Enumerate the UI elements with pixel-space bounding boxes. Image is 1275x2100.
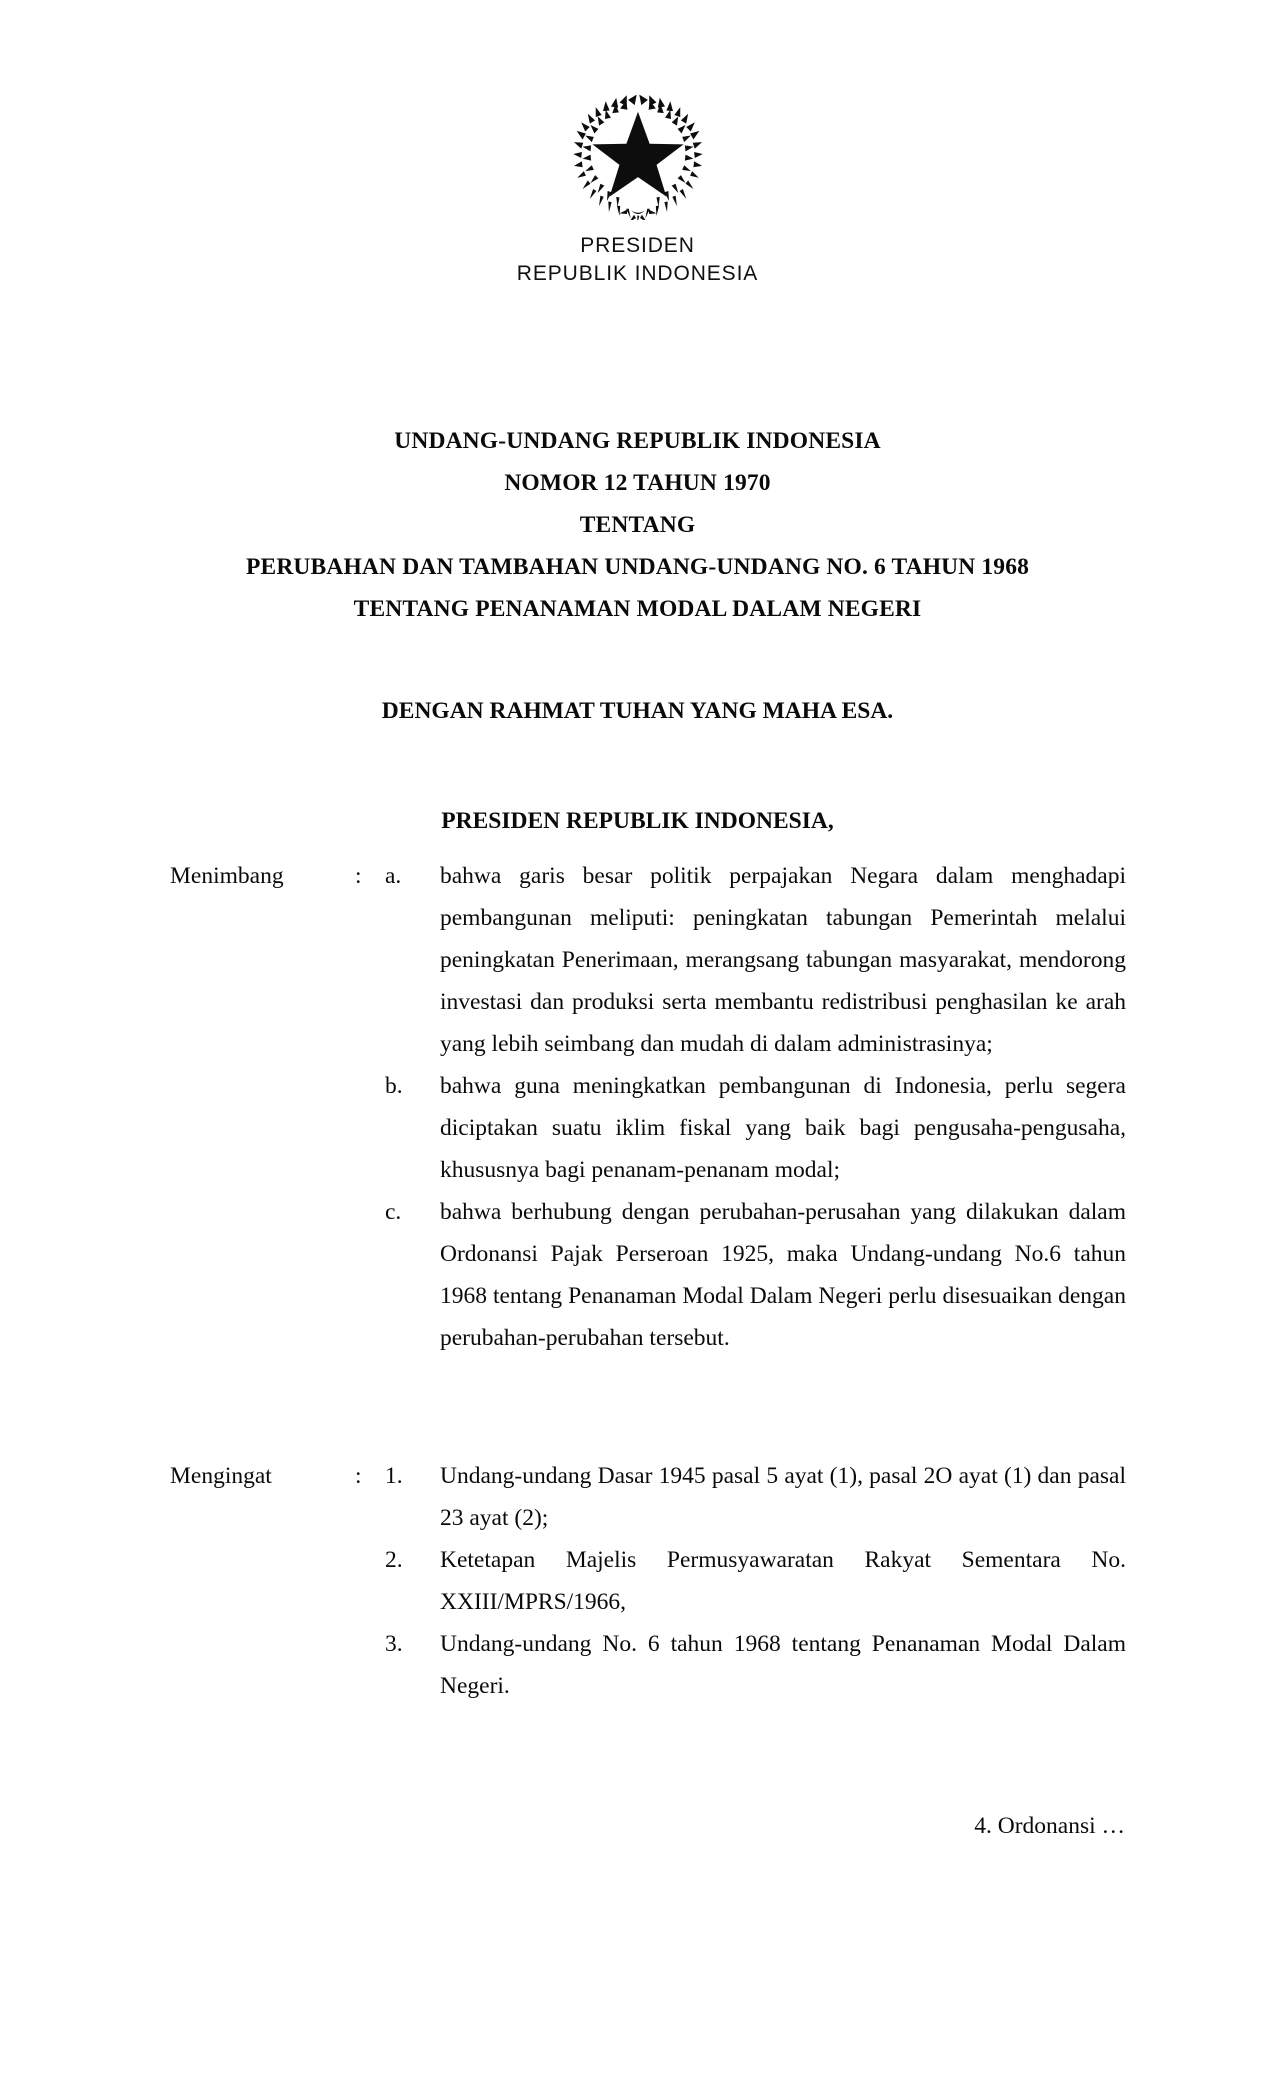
clause-row [170,1455,1130,1539]
clause-marker: 3. [385,1631,403,1657]
clause-row [170,855,1130,1065]
enactment-authority: PRESIDEN REPUBLIK INDONESIA, [441,808,834,834]
clause-marker: 2. [385,1547,403,1573]
clause-marker: 1. [385,1463,403,1489]
legal-basis-section [170,1455,1130,1707]
enactment-block [150,690,1125,842]
clause-text: bahwa berhubung dengan perubahan-perusahan yang dilakukan dalam Ordonansi Pajak Perseroan 1925, maka Undang-undang No.6 tahun 1968 tentang Penanaman Modal Dalam Negeri perlu disesuaikan dengan perubahan-perubahan tersebut. [440,1199,1126,1351]
clause-text: bahwa guna meningkatkan pembangunan di Indonesia, perlu segera diciptakan suatu iklim fiskal yang baik bagi pengusaha-pengusaha, khususnya bagi penanam-penanam modal; [440,1073,1126,1183]
title-line-subject: PERUBAHAN DAN TAMBAHAN UNDANG-UNDANG NO. 6 TAHUN 1968 [245,554,1029,580]
letterhead-line-presiden: PRESIDEN [580,234,695,257]
clause-marker: a. [385,863,402,889]
clause-text: Undang-undang No. 6 tahun 1968 tentang Penanaman Modal Dalam Negeri. [440,1631,1126,1699]
considerations-colon: : [355,863,362,889]
legal-basis-label: Mengingat [170,1463,272,1489]
clause-text: bahwa garis besar politik perpajakan Negara dalam menghadapi pembangunan meliputi: peningkatan tabungan Pemerintah melalui peningkatan Penerimaan, merangsang tabungan masyarakat, mendorong investasi dan produksi serta membantu redistribusi penghasilan ke arah yang lebih seimbang dan mudah di dalam administrasinya; [440,863,1126,1057]
clause-row [170,1065,1130,1191]
enactment-blessing: DENGAN RAHMAT TUHAN YANG MAHA ESA. [381,698,894,724]
clause-row [170,1191,1130,1359]
clause-marker: b. [385,1073,403,1099]
considerations-label: Menimbang [170,863,284,889]
document-title-block [150,420,1125,630]
clause-text: Undang-undang Dasar 1945 pasal 5 ayat (1), pasal 2O ayat (1) dan pasal 23 ayat (2); [440,1463,1126,1531]
enactment-spacer [150,732,1125,800]
considerations-section [170,855,1130,1359]
page-catchword: 4. Ordonansi … [974,1813,1125,1839]
clause-row [170,1623,1130,1707]
letterhead [0,88,1275,287]
title-line-subject-continued: TENTANG PENANAMAN MODAL DALAM NEGERI [353,596,922,622]
clause-row [170,1539,1130,1623]
garuda-star-wreath-emblem [558,88,718,220]
title-line-number-year: NOMOR 12 TAHUN 1970 [504,470,771,496]
clause-marker: c. [385,1199,402,1225]
title-line-about: TENTANG [579,512,696,538]
clause-text: Ketetapan Majelis Permusyawaratan Rakyat Sementara No. XXIII/MPRS/1966, [440,1547,1126,1615]
letterhead-line-republik-indonesia: REPUBLIK INDONESIA [516,261,759,285]
title-line-law-type: UNDANG-UNDANG REPUBLIK INDONESIA [394,428,881,454]
legal-basis-colon: : [355,1463,362,1489]
